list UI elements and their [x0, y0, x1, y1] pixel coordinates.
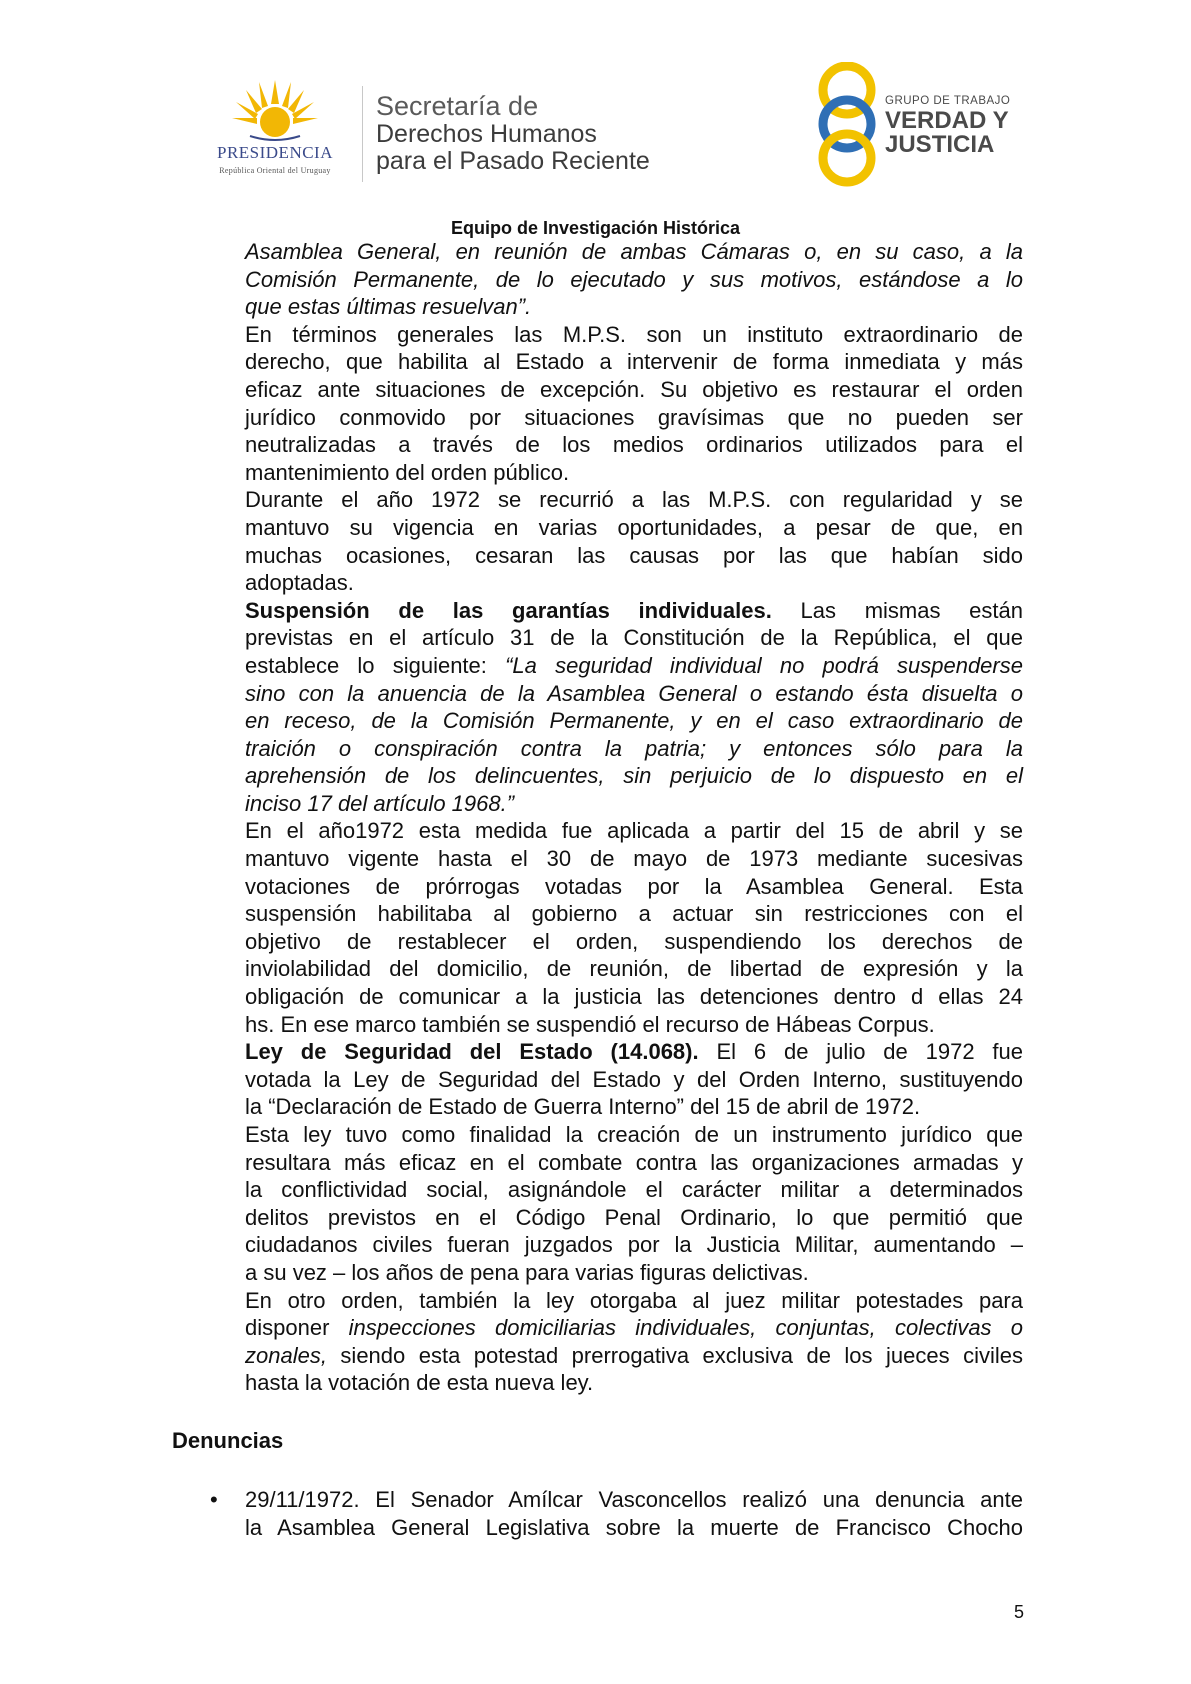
bullet-icon: •: [210, 1487, 218, 1512]
section-heading: Denuncias: [172, 1428, 284, 1453]
text-line: hs. En ese marco también se suspendió el recurso de Hábeas Corpus.: [245, 1011, 935, 1037]
text-line: que estas últimas resuelvan”.: [245, 294, 532, 320]
text-line: votada la Ley de Seguridad del Estado y del Orden Interno, sustituyendo: [245, 1066, 1023, 1092]
text-line: suspensión habilitaba al gobierno a actuar sin restricciones con el: [245, 901, 1023, 927]
text-line: Ley de Seguridad del Estado (14.068). El 6 de julio de 1972 fue: [245, 1039, 1023, 1065]
text-line: objetivo de restablecer el orden, suspendiendo los derechos de: [245, 928, 1023, 954]
text-line: En el año1972 esta medida fue aplicada a partir del 15 de abril y se: [245, 818, 1023, 844]
text-line: jurídico conmovido por situaciones gravísimas que no pueden ser: [245, 404, 1023, 430]
presidencia-subtitle: República Oriental del Uruguay: [219, 166, 331, 175]
secretaria-line-1: Secretaría de: [376, 91, 539, 121]
text-line: aprehensión de los delincuentes, sin perjuicio de lo dispuesto en el: [245, 763, 1023, 789]
text-line: derecho, que habilita al Estado a intervenir de forma inmediata y más: [245, 349, 1023, 375]
presidencia-name: PRESIDENCIA: [216, 143, 333, 162]
text-line: 29/11/1972. El Senador Amílcar Vasconcellos realizó una denuncia ante: [245, 1487, 1023, 1512]
text-line: obligación de comunicar a la justicia las detenciones dentro d ellas 24: [245, 984, 1023, 1010]
secretaria-line-3: para el Pasado Reciente: [376, 147, 650, 175]
text-line: inciso 17 del artículo 1968.”: [245, 790, 515, 816]
text-line: inviolabilidad del domicilio, de reunión, de libertad de expresión y la: [245, 956, 1023, 982]
text-line: neutralizadas a través de los medios ordinarios utilizados para el: [245, 432, 1023, 458]
text-line: previstas en el artículo 31 de la Constitución de la República, el que: [245, 625, 1023, 651]
text-line: disponer inspecciones domiciliarias individuales, conjuntas, colectivas o: [245, 1315, 1023, 1341]
secretaria-line-2: Derechos Humanos: [376, 120, 597, 148]
text-line: Comisión Permanente, de lo ejecutado y sus motivos, estándose a lo: [245, 266, 1023, 292]
text-line: adoptadas.: [245, 570, 354, 596]
text-line: Asamblea General, en reunión de ambas Cámaras o, en su caso, a la: [245, 239, 1023, 264]
text-line: votaciones de prórrogas votadas por la Asamblea General. Esta: [245, 873, 1023, 899]
verdad-justicia-logo: [812, 62, 1032, 187]
text-line: la Asamblea General Legislativa sobre la muerte de Francisco Chocho: [245, 1514, 1023, 1540]
team-title: Equipo de Investigación Histórica: [450, 218, 741, 238]
text-line: Durante el año 1972 se recurrió a las M.P.S. con regularidad y se: [245, 487, 1023, 513]
sun-icon: [230, 78, 320, 146]
text-line: establece lo siguiente: “La seguridad individual no podrá suspenderse: [245, 652, 1023, 678]
text-line: la “Declaración de Estado de Guerra Interno” del 15 de abril de 1972.: [245, 1094, 921, 1120]
section-title-ley: Ley de Seguridad del Estado (14.068).: [245, 1039, 699, 1065]
text-line: la conflictividad social, asignándole el carácter militar a determinados: [245, 1177, 1023, 1203]
presidencia-logo: [195, 78, 355, 183]
header-divider: [362, 86, 363, 182]
text-line: Esta ley tuvo como finalidad la creación de un instrumento jurídico que: [245, 1122, 1023, 1147]
text-line: sino con la anuencia de la Asamblea General o estando ésta disuelta o: [245, 680, 1023, 706]
linked-rings-icon: [812, 62, 882, 187]
text-line: En términos generales las M.P.S. son un instituto extraordinario de: [245, 321, 1023, 347]
text-line: En otro orden, también la ley otorgaba al juez militar potestades para: [245, 1287, 1023, 1313]
page-number: 5: [1014, 1602, 1025, 1622]
list-item: [245, 1486, 1023, 1541]
text-line: hasta la votación de esta nueva ley.: [245, 1370, 594, 1396]
document-body: [245, 238, 1023, 1397]
text-line: a su vez – los años de pena para varias figuras delictivas.: [245, 1259, 809, 1285]
page-header: [0, 0, 1191, 238]
text-line: muchas ocasiones, cesaran las causas por las que habían sido: [245, 542, 1023, 568]
grupo-line-3: JUSTICIA: [885, 131, 995, 158]
text-line: Suspensión de las garantías individuales. Las mismas están: [245, 597, 1023, 623]
text-line: ciudadanos civiles fueran juzgados por la Justicia Militar, aumentando –: [245, 1232, 1023, 1258]
text-line: zonales, siendo esta potestad prerrogativa exclusiva de los jueces civiles: [245, 1342, 1023, 1368]
text-line: mantuvo su vigencia en varias oportunidades, a pesar de que, en: [245, 514, 1023, 540]
text-line: traición o conspiración contra la patria; y entonces sólo para la: [245, 735, 1023, 761]
text-line: en receso, de la Comisión Permanente, y en el caso extraordinario de: [245, 708, 1023, 734]
text-line: mantenimiento del orden público.: [245, 459, 570, 485]
secretaria-logo-text: [376, 92, 650, 175]
section-title-garantias: Suspensión de las garantías individuales.: [245, 597, 772, 623]
text-line: eficaz ante situaciones de excepción. Su objetivo es restaurar el orden: [245, 376, 1023, 402]
grupo-line-2: VERDAD Y: [885, 107, 1009, 134]
text-line: mantuvo vigente hasta el 30 de mayo de 1973 mediante sucesivas: [245, 846, 1023, 872]
grupo-line-1: GRUPO DE TRABAJO: [885, 95, 1011, 107]
text-line: delitos previstos en el Código Penal Ordinario, lo que permitió que: [245, 1204, 1023, 1230]
text-line: resultara más eficaz en el combate contra las organizaciones armadas y: [245, 1149, 1023, 1175]
